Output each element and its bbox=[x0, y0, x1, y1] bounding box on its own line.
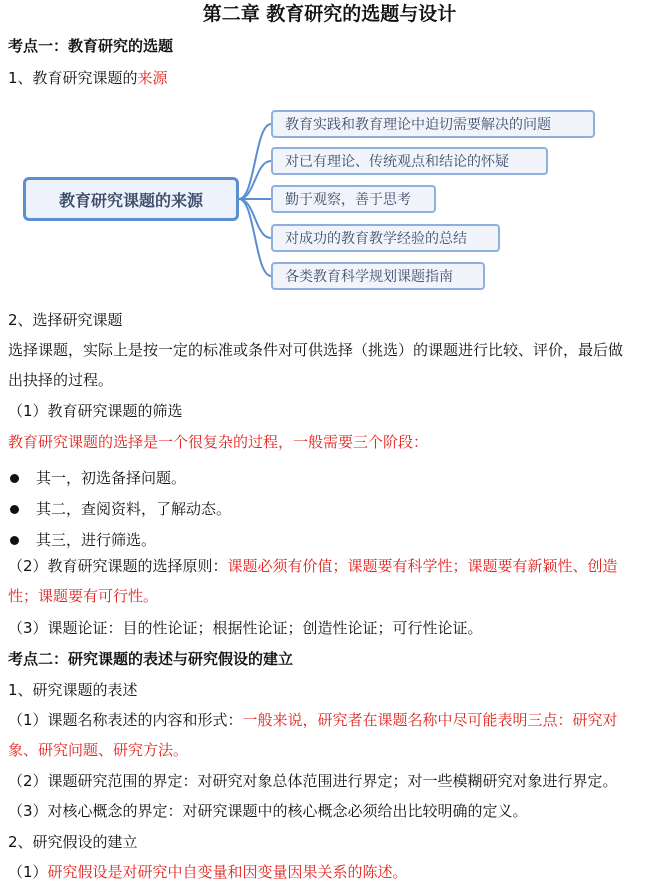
item-principles bbox=[8, 556, 618, 576]
item-hypothesis-highlight: 研究假设是对研究中自变量和因变量因果关系的陈述。 bbox=[47, 863, 408, 881]
subsection-expression: 1、研究课题的表述 bbox=[8, 681, 138, 699]
bullet-item: 其二，查阅资料，了解动态。 bbox=[36, 500, 232, 518]
screening-highlight: 教育研究课题的选择是一个很复杂的过程，一般需要三个阶段： bbox=[8, 433, 429, 451]
section-heading-1: 考点一：教育研究的选题 bbox=[8, 37, 174, 55]
item-principles-highlight-cont: 性；课题要有可行性。 bbox=[8, 587, 159, 605]
item-title-content-highlight: 一般来说，研究者在课题名称中尽可能表明三点：研究对 bbox=[242, 711, 618, 729]
paragraph-line: 选择课题，实际上是按一定的标准或条件对可供选择（挑选）的课题进行比较、评价，最后做 bbox=[8, 341, 624, 359]
paragraph-line: 出抉择的过程。 bbox=[8, 371, 114, 389]
bullet-item: 其三，进行筛选。 bbox=[36, 531, 157, 549]
item-screening: （1）教育研究课题的筛选 bbox=[8, 402, 183, 420]
item-title-content bbox=[8, 710, 618, 730]
bullet-dot bbox=[10, 505, 19, 514]
section-heading-2: 考点二：研究课题的表述与研究假设的建立 bbox=[8, 650, 294, 668]
item-hypothesis-prefix: （1） bbox=[8, 863, 48, 881]
subsection-source-prefix: 1、教育研究课题的 bbox=[8, 69, 138, 87]
item-principles-prefix: （2）教育研究课题的选择原则： bbox=[8, 557, 228, 575]
mindmap-branch: 教育实践和教育理论中迫切需要解决的问题 bbox=[271, 110, 595, 138]
mindmap-branch: 各类教育科学规划课题指南 bbox=[271, 262, 485, 290]
subsection-source-highlight: 来源 bbox=[137, 69, 168, 87]
item-principles-highlight: 课题必须有价值；课题要有科学性；课题要有新颖性、创造 bbox=[227, 557, 618, 575]
bullet-dot bbox=[10, 536, 19, 545]
item-argumentation: （3）课题论证：目的性论证；根据性论证；创造性论证；可行性论证。 bbox=[8, 619, 483, 637]
mindmap-branch: 勤于观察，善于思考 bbox=[271, 185, 436, 213]
item-scope: （2）课题研究范围的界定：对研究对象总体范围进行界定；对一些模糊研究对象进行界定。 bbox=[8, 772, 618, 790]
mindmap-branch: 对成功的教育教学经验的总结 bbox=[271, 224, 500, 252]
mindmap-center-node: 教育研究课题的来源 bbox=[23, 177, 239, 221]
bullet-item: 其一，初选备择问题。 bbox=[36, 469, 187, 487]
item-core-concept: （3）对核心概念的界定：对研究课题中的核心概念必须给出比较明确的定义。 bbox=[8, 802, 528, 820]
subsection-select: 2、选择研究课题 bbox=[8, 311, 123, 329]
item-title-content-highlight-cont: 象、研究问题、研究方法。 bbox=[8, 741, 189, 759]
item-title-content-prefix: （1）课题名称表述的内容和形式： bbox=[8, 711, 243, 729]
subsection-hypothesis: 2、研究假设的建立 bbox=[8, 833, 138, 851]
item-hypothesis bbox=[8, 862, 408, 882]
mindmap-branch: 对已有理论、传统观点和结论的怀疑 bbox=[271, 147, 548, 175]
page-title: 第二章 教育研究的选题与设计 bbox=[202, 3, 457, 25]
bullet-dot bbox=[10, 474, 19, 483]
